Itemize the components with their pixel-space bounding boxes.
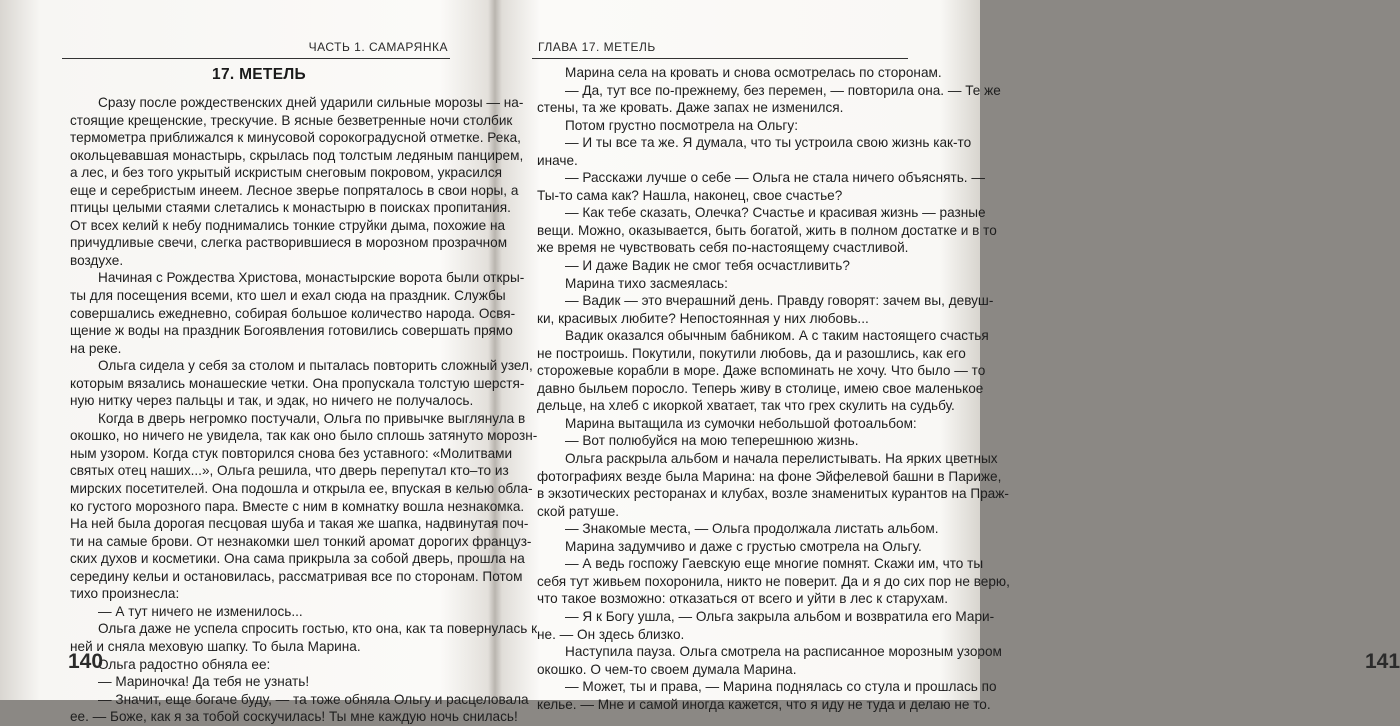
text-line: — Да, тут все по-прежнему, без перемен, — повторила она. — Те же bbox=[565, 82, 1001, 98]
text-line: а лес, и без того укрытый искристым снеговым покровом, украсился bbox=[70, 165, 502, 181]
text-line: что такое возможно: отказаться от всего и уйти в лес к старухам. bbox=[537, 591, 948, 607]
text-line: не построишь. Покутили, покутили любовь, да и разошлись, как его bbox=[537, 345, 966, 361]
text-line: ным узором. Когда стук повторился снова без уставного: «Молитвами bbox=[70, 445, 513, 461]
text-line: воздухе. bbox=[70, 252, 124, 268]
text-line: Ты-то сама как? Нашла, наконец, свое счастье? bbox=[537, 187, 843, 203]
text-line: сторожевые корабли в море. Даже вспоминать не хочу. Что было — то bbox=[537, 363, 986, 379]
text-line: ской ратуше. bbox=[537, 503, 620, 519]
text-line: — Знакомые места, — Ольга продолжала листать альбом. bbox=[565, 521, 939, 537]
text-line: Марина вытащила из сумочки небольшой фотоальбом: bbox=[565, 415, 917, 431]
text-line: окошко. О чем-то своем думала Марина. bbox=[537, 661, 797, 677]
text-line: Ольга радостно обняла ее: bbox=[98, 656, 271, 672]
text-line: — Вадик — это вчерашний день. Правду говорят: зачем вы, девуш- bbox=[565, 293, 994, 309]
text-line: ней и сняла меховую шапку. То была Марина. bbox=[70, 638, 361, 654]
text-line: совершались ежедневно, собирая большое количество народа. Освя- bbox=[70, 305, 516, 321]
text-line: окольцевавшая монастырь, скрылась под толстым ледяным панцирем, bbox=[70, 147, 524, 163]
text-line: Когда в дверь негромко постучали, Ольга по привычке выглянула в bbox=[98, 410, 526, 426]
text-line: — Значит, еще богаче буду, — та тоже обняла Ольгу и расцеловала bbox=[98, 691, 529, 707]
left-page-text bbox=[70, 94, 538, 726]
text-line: фотографиях везде была Марина: на фоне Эйфелевой башни в Париже, bbox=[537, 468, 1002, 484]
text-line: Ольга сидела у себя за столом и пыталась повторить сложный узел, bbox=[98, 358, 533, 374]
text-line: Начиная с Рождества Христова, монастырские ворота были откры- bbox=[98, 270, 525, 286]
text-line: щение ж воды на праздник Богоявления готовились совершать прямо bbox=[70, 323, 513, 339]
text-line: Марина села на кровать и снова осмотрелась по сторонам. bbox=[565, 65, 942, 80]
text-line: еще и серебристым инеем. Лесное зверье попряталось в свои норы, а bbox=[70, 182, 519, 198]
text-line: термометра приближался к минусовой сорокоградусной отметке. Река, bbox=[70, 130, 521, 146]
running-head-left: ЧАСТЬ 1. САМАРЯНКА bbox=[308, 40, 448, 54]
page-number-right: 141 bbox=[1365, 650, 1400, 673]
text-line: себя тут живьем похоронила, никто не поверит. Да и я до сих пор не верю, bbox=[537, 573, 1010, 589]
text-line: — И даже Вадик не смог тебя осчастливить? bbox=[565, 258, 850, 274]
text-line: причудливые свечи, слегка растворившиеся в морозном прозрачном bbox=[70, 235, 508, 251]
chapter-title: 17. МЕТЕЛЬ bbox=[212, 66, 306, 83]
text-line: Марина тихо засмеялась: bbox=[565, 275, 728, 291]
text-line: Марина задумчиво и даже с грустью смотрела на Ольгу. bbox=[565, 538, 922, 554]
text-line: — Расскажи лучше о себе — Ольга не стала ничего объяснять. — bbox=[565, 170, 985, 186]
text-line: — Вот полюбуйся на мою теперешнюю жизнь. bbox=[565, 433, 859, 449]
text-line: ко густого морозного пара. Вместе с ним в комнатку вошла незнакомка. bbox=[70, 498, 525, 514]
text-line: вещи. Можно, оказывается, быть богатой, жить в полном достатке и в то bbox=[537, 222, 997, 238]
text-line: стоящие крещенские, трескучие. В ясные безветренные ночи столбик bbox=[70, 112, 513, 128]
text-line: — Может, ты и права, — Марина поднялась со стула и прошлась по bbox=[565, 679, 997, 695]
text-line: — И ты все та же. Я думала, что ты устроила свою жизнь как-то bbox=[565, 135, 972, 151]
running-head-right: ГЛАВА 17. МЕТЕЛЬ bbox=[538, 40, 656, 54]
text-line: ти на самые брови. От незнакомки шел тонкий аромат дорогих француз- bbox=[70, 533, 532, 549]
text-line: — Мариночка! Да тебя не узнать! bbox=[98, 674, 310, 690]
text-line: ских духов и косметики. Она сама прикрыла за собой дверь, прошла на bbox=[70, 551, 525, 567]
text-line: — А ведь госпожу Гаевскую еще многие помнят. Скажи им, что ты bbox=[565, 556, 984, 572]
page-number-left: 140 bbox=[68, 650, 104, 673]
text-line: на реке. bbox=[70, 340, 122, 356]
text-line: — А тут ничего не изменилось... bbox=[98, 603, 303, 619]
text-line: От всех келий к небу поднимались тонкие струйки дыма, похожие на bbox=[70, 217, 506, 233]
text-line: ки, красивых любите? Непостоянная у них любовь... bbox=[537, 310, 869, 326]
text-line: птицы целыми стаями слетались к монастырю в поисках пропитания. bbox=[70, 200, 511, 216]
text-line: давно быльем поросло. Теперь живу в столице, имею свое маленькое bbox=[537, 380, 984, 396]
text-line: Ольга раскрыла альбом и начала перелистывать. На ярких цветных bbox=[565, 451, 998, 467]
text-line: же время не чувствовать себя по-настоящему счастливой. bbox=[537, 240, 909, 256]
header-rule-right bbox=[532, 58, 908, 59]
text-line: Потом грустно посмотрела на Ольгу: bbox=[565, 117, 798, 133]
text-line: — Как тебе сказать, Олечка? Счастье и красивая жизнь — разные bbox=[565, 205, 986, 221]
text-line: стены, та же кровать. Даже запах не изменился. bbox=[537, 100, 844, 116]
text-line: середину кельи и остановилась, рассматривая все по сторонам. Потом bbox=[70, 568, 523, 584]
text-line: святых отец наших...», Ольга решила, что дверь перепутал кто–то из bbox=[70, 463, 509, 479]
right-page-text bbox=[537, 64, 1010, 713]
text-line: Сразу после рождественских дней ударили сильные морозы — на- bbox=[98, 95, 524, 110]
text-line: мирских посетителей. Она подошла и открыла ее, впуская в келью обла- bbox=[70, 481, 533, 497]
text-line: иначе. bbox=[537, 152, 578, 168]
text-line: в экзотических ресторанах и клубах, возле знаменитых курантов на Праж- bbox=[537, 486, 1009, 502]
text-line: дельце, на хлеб с икоркой хватает, так что грех скулить на судьбу. bbox=[537, 398, 955, 414]
text-line: ты для посещения всеми, кто шел и ехал сюда на праздник. Службы bbox=[70, 288, 506, 304]
left-page bbox=[0, 0, 538, 725]
text-line: не. — Он здесь близко. bbox=[537, 626, 685, 642]
text-line: Ольга даже не успела спросить гостью, кто она, как та повернулась к bbox=[98, 621, 538, 637]
text-line: которым вязались монашеские четки. Она пропускала толстую шерстя- bbox=[70, 375, 525, 391]
text-line: тихо произнесла: bbox=[70, 586, 180, 602]
text-line: келье. — Мне и самой иногда кажется, что я иду не туда и делаю не то. bbox=[537, 696, 991, 712]
text-line: окошко, но ничего не увидела, так как оно было сплошь затянуто морозн- bbox=[70, 428, 538, 444]
text-line: ее. — Боже, как я за тобой соскучилась! Ты мне каждую ночь снилась! bbox=[70, 709, 518, 725]
header-rule-left bbox=[62, 58, 450, 59]
text-line: На ней была дорогая песцовая шуба и такая же шапка, надвинутая поч- bbox=[70, 516, 529, 532]
text-line: — Я к Богу ушла, — Ольга закрыла альбом и возвратила его Мари- bbox=[565, 608, 995, 624]
text-line: Наступила пауза. Ольга смотрела на расписанное морозным узором bbox=[565, 644, 1002, 660]
text-line: ную нитку через пальцы и так, и эдак, но ничего не получалось. bbox=[70, 393, 474, 409]
text-line: Вадик оказался обычным бабником. А с таким настоящего счастья bbox=[565, 328, 989, 344]
